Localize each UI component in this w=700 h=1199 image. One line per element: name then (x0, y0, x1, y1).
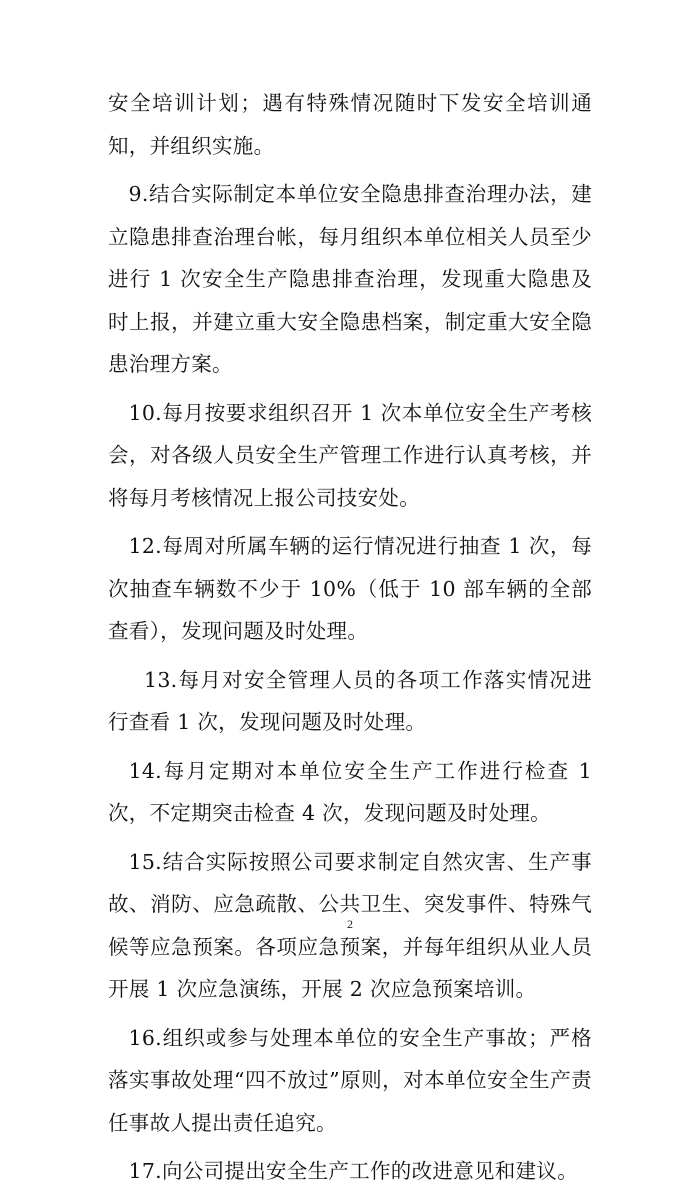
paragraph-item-14: 14.每月定期对本单位安全生产工作进行检查 1 次，不定期突击检查 4 次，发现问题及时处理。 (108, 758, 592, 825)
paragraph-item-16: 16.组织或参与处理本单位的安全生产事故；严格落实事故处理“四不放过”原则，对本单位安全生产责任事故人提出责任追究。 (108, 1025, 592, 1135)
paragraph-item-17: 17.向公司提出安全生产工作的改进意见和建议。 (128, 1159, 579, 1183)
paragraph-item-9: 9.结合实际制定本单位安全隐患排查治理办法，建立隐患排查治理台帐，每月组织本单位相关人员至少进行 1 次安全生产隐患排查治理，发现重大隐患及时上报，并建立重大安全隐患档案，制定重大安全隐患治理方案。 (108, 182, 592, 376)
paragraph-continuation: 安全培训计划；遇有特殊情况随时下发安全培训通知，并组织实施。 (108, 91, 592, 158)
page-number: 2 (347, 917, 353, 931)
paragraph-item-15: 15.结合实际按照公司要求制定自然灾害、生产事故、消防、应急疏散、公共卫生、突发事件、特殊气候等应急预案。各项应急预案，并每年组织从业人员开展 1 次应急演练，开展 2 次应急预案培训。 (108, 849, 592, 1001)
paragraph-item-10: 10.每月按要求组织召开 1 次本单位安全生产考核会，对各级人员安全生产管理工作进行认真考核，并将每月考核情况上报公司技安处。 (108, 400, 592, 510)
document-body (108, 82, 592, 1199)
paragraph-item-13: 13.每月对安全管理人员的各项工作落实情况进行查看 1 次，发现问题及时处理。 (108, 667, 592, 734)
paragraph-item-12: 12.每周对所属车辆的运行情况进行抽查 1 次，每次抽查车辆数不少于 10%（低于 10 部车辆的全部查看），发现问题及时处理。 (108, 534, 592, 643)
